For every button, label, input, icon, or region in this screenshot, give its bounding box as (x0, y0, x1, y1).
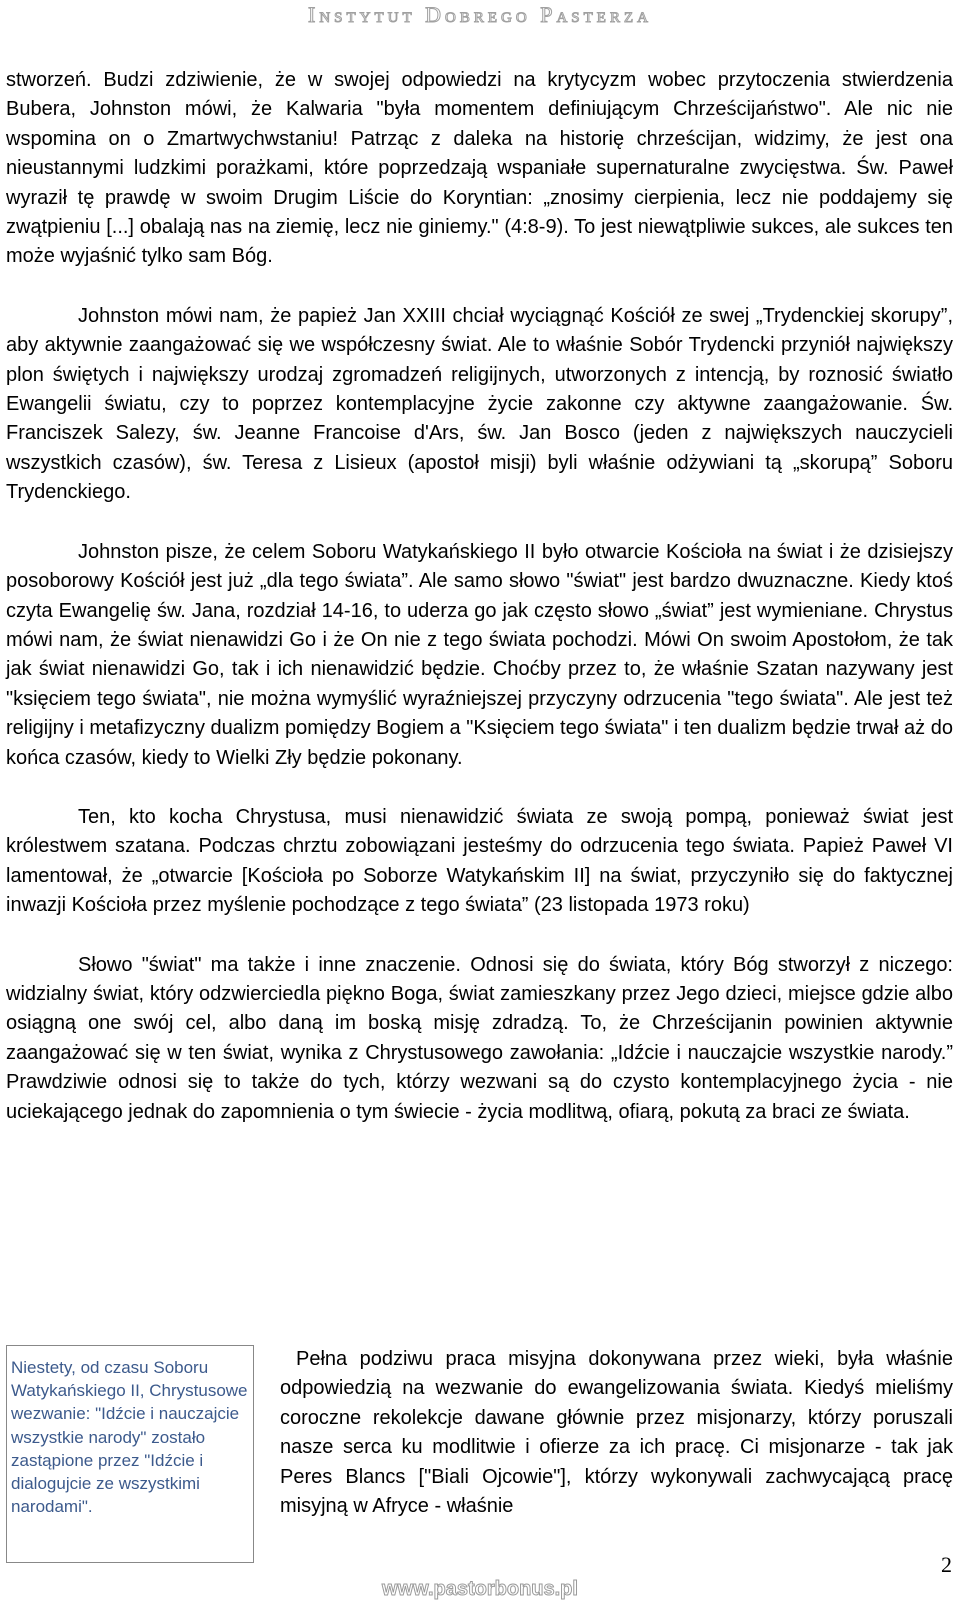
paragraph-2: Johnston mówi nam, że papież Jan XXIII chciał wyciągnąć Kościół ze swej „Trydenckiej skorupy”, aby aktywnie zaangażować się we współczesny świat. Ale to właśnie Sobór Trydencki przyniół największy plon świętych i największy urodzaj zgromadzeń religijnych, utworzonych z intencją, by roznosić światło Ewangelii światu, czy to poprzez kontemplacyjne życie zakonne czy aktywne zaangażowanie. Św. Franciszek Salezy, św. Jeanne Francoise d'Ars, św. Jan Bosco (jeden z największych nauczycieli wszystkich czasów), św. Teresa z Lisieux (apostoł misji) byli właśnie odżywiani tą „skorupą” Soboru Trydenckiego. (6, 304, 953, 504)
sidebar-quote-box: Niestety, od czasu Soboru Watykańskiego II, Chrystusowe wezwanie: "Idźcie i nauczajcie wszystkie narody" zostało zastąpione przez "Idźcie i dialogujcie ze wszystkimi narodami". (6, 1345, 254, 1563)
paragraph-1: stworzeń. Budzi zdziwienie, że w swojej odpowiedzi na krytycyzm wobec przytoczenia stwierdzenia Bubera, Johnston mówi, że Kalwaria "była momentem definiującym Chrześcijaństwo". Ale nic nie wspomina on o Zmartwychwstaniu! Patrząc z daleka na historię chrześcijan, widzimy, że jest ona nieustannymi ludzkimi porażkami, które poprzedzają wspaniałe supernaturalne zwycięstwa. Św. Paweł wyraził tę prawdę w swoim Drugim Liście do Koryntian: „znosimy cierpienia, lecz nie poddajemy się zwątpieniu [...] obalają nas na ziemię, lecz nie giniemy." (4:8-9). To jest niewątpliwie sukces, ale sukces ten może wyjaśnić tylko sam Bóg. (6, 69, 953, 268)
article-body (6, 66, 953, 1157)
paragraph-6: Pełna podziwu praca misyjna dokonywana przez wieki, była właśnie odpowiedzią na wezwanie do ewangelizowania świata. Kiedyś mieliśmy coroczne rekolekcje dawane głównie przez misjonarzy, którzy poruszali nasze serca ku modlitwie i ofierze za ich pracę. Ci misjonarze - tak jak Peres Blancs ["Biali Ojcowie"], którzy wykonywali zachwycającą pracę misyjną w Afryce - właśnie (280, 1348, 953, 1518)
paragraph-5: Słowo "świat" ma także i inne znaczenie. Odnosi się do świata, który Bóg stworzył z niczego: widzialny świat, który odzwierciedla piękno Boga, świat zamieszkany przez Jego dzieci, miejsce gdzie albo osiągną one swój cel, albo daną im boską misję zdradzą. To, że Chrześcijanin powinien aktywnie zaangażować się w ten świat, wynika z Chrystusowego zawołania: „Idźcie i nauczajcie wszystkie narody.” Prawdziwie odnosi się to także do tych, którzy wezwani są do czysto kontemplacyjnego życia - nie uciekającego jednak do zapomnienia o tym świecie - życia modlitwą, ofiarą, pokutą za braci ze świata. (6, 953, 953, 1123)
header-title: Instytut Dobrego Pasterza (308, 2, 652, 27)
paragraph-3: Johnston pisze, że celem Soboru Watykańskiego II było otwarcie Kościoła na świat i że dzisiejszy posoborowy Kościół jest już „dla tego świata”. Ale samo słowo "świat" jest bardzo dwuznaczne. Kiedy ktoś czyta Ewangelię św. Jana, rozdział 14-16, to uderza go jak często słowo „świat” jest wymieniane. Chrystus mówi nam, że świat nienawidzi Go i że On nie z tego świata pochodzi. Mówi On swoim Apostołom, że tak jak świat nienawidzi Go, tak i ich nienawidzić będzie. Choćby przez to, że właśnie Szatan nazywany jest "księciem tego świata", nie można wymyślić wyraźniejszej przyczyny odrzucenia "tego świata". Ale jest też religijny i metafizyczny dualizm pomiędzy Bogiem a "Księciem tego świata" i ten dualizm będzie trwał aż do końca czasów, kiedy to Wielki Zły będzie pokonany. (6, 540, 953, 769)
paragraph-4: Ten, kto kocha Chrystusa, musi nienawidzić świata ze swoją pompą, ponieważ świat jest królestwem szatana. Podczas chrztu zobowiązani jesteśmy do odrzucenia tego świata. Papież Paweł VI lamentował, że „otwarcie [Kościoła po Soborze Watykańskim II] na świat, przyczyniło się do faktycznej inwazji Kościoła przez myślenie pochodzące z tego świata” (23 listopada 1973 roku) (6, 805, 953, 917)
page-number: 2 (941, 1552, 952, 1577)
footer-url: www.pastorbonus.pl (382, 1578, 578, 1600)
